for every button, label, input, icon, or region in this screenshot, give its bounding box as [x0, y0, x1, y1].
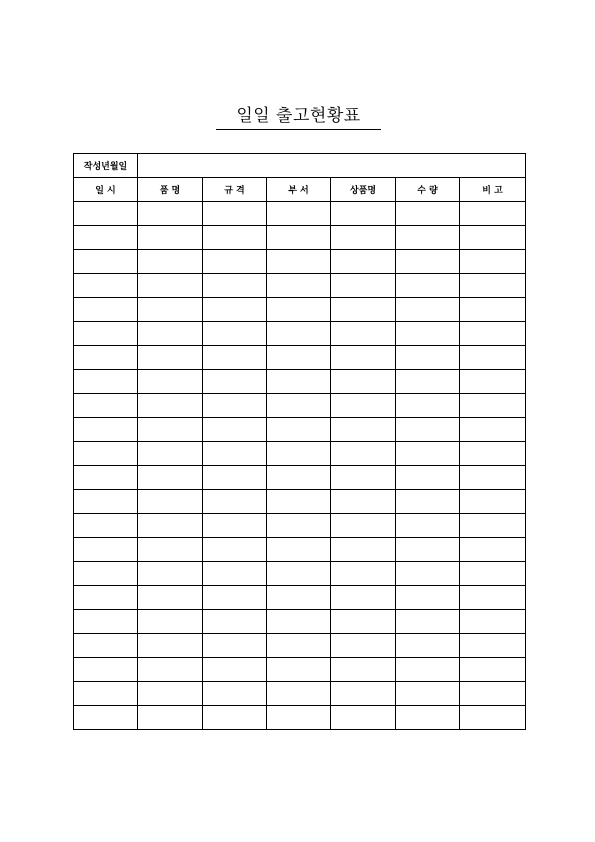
table-cell-item-name[interactable] — [138, 442, 203, 466]
table-cell-spec[interactable] — [203, 658, 267, 682]
table-row — [74, 610, 526, 634]
table-cell-remarks[interactable] — [460, 202, 526, 226]
table-cell-spec[interactable] — [203, 226, 267, 250]
table-cell-item-name[interactable] — [138, 466, 203, 490]
table-cell-datetime[interactable] — [74, 370, 138, 394]
date-label: 작성년월일 — [74, 154, 138, 178]
table-cell-item-name[interactable] — [138, 658, 203, 682]
table-cell-quantity[interactable] — [396, 250, 460, 274]
table-cell-spec[interactable] — [203, 562, 267, 586]
table-cell-quantity[interactable] — [396, 562, 460, 586]
table-cell-item-name[interactable] — [138, 490, 203, 514]
table-cell-department[interactable] — [267, 322, 331, 346]
table-cell-remarks[interactable] — [460, 226, 526, 250]
table-cell-item-name[interactable] — [138, 322, 203, 346]
column-header-department: 부 서 — [267, 178, 331, 202]
table-cell-datetime[interactable] — [74, 514, 138, 538]
table-cell-product-name[interactable] — [331, 490, 396, 514]
table-cell-product-name[interactable] — [331, 610, 396, 634]
table-cell-spec[interactable] — [203, 370, 267, 394]
table-cell-remarks[interactable] — [460, 706, 526, 730]
table-cell-spec[interactable] — [203, 298, 267, 322]
table-cell-quantity[interactable] — [396, 634, 460, 658]
table-cell-department[interactable] — [267, 274, 331, 298]
table-cell-department[interactable] — [267, 514, 331, 538]
table-cell-department[interactable] — [267, 562, 331, 586]
table-cell-spec[interactable] — [203, 442, 267, 466]
table-cell-spec[interactable] — [203, 610, 267, 634]
table-cell-quantity[interactable] — [396, 442, 460, 466]
table-cell-datetime[interactable] — [74, 466, 138, 490]
table-cell-quantity[interactable] — [396, 394, 460, 418]
table-cell-quantity[interactable] — [396, 490, 460, 514]
table-cell-product-name[interactable] — [331, 634, 396, 658]
table-cell-datetime[interactable] — [74, 538, 138, 562]
shipment-table — [73, 153, 526, 730]
table-cell-department[interactable] — [267, 682, 331, 706]
table-cell-quantity[interactable] — [396, 538, 460, 562]
table-cell-remarks[interactable] — [460, 322, 526, 346]
table-cell-item-name[interactable] — [138, 538, 203, 562]
table-row — [74, 538, 526, 562]
table-cell-department[interactable] — [267, 394, 331, 418]
table-cell-quantity[interactable] — [396, 706, 460, 730]
table-row — [74, 298, 526, 322]
table-cell-department[interactable] — [267, 658, 331, 682]
table-cell-department[interactable] — [267, 586, 331, 610]
table-cell-department[interactable] — [267, 298, 331, 322]
table-row — [74, 274, 526, 298]
table-cell-quantity[interactable] — [396, 658, 460, 682]
table-cell-item-name[interactable] — [138, 202, 203, 226]
table-cell-datetime[interactable] — [74, 610, 138, 634]
table-row — [74, 250, 526, 274]
table-row — [74, 514, 526, 538]
table-cell-product-name[interactable] — [331, 586, 396, 610]
table-cell-quantity[interactable] — [396, 682, 460, 706]
table-cell-product-name[interactable] — [331, 466, 396, 490]
table-cell-product-name[interactable] — [331, 418, 396, 442]
table-cell-datetime[interactable] — [74, 250, 138, 274]
table-cell-item-name[interactable] — [138, 418, 203, 442]
table-cell-quantity[interactable] — [396, 466, 460, 490]
table-cell-item-name[interactable] — [138, 250, 203, 274]
table-row — [74, 634, 526, 658]
table-cell-quantity[interactable] — [396, 586, 460, 610]
table-cell-remarks[interactable] — [460, 562, 526, 586]
table-cell-spec[interactable] — [203, 394, 267, 418]
table-cell-item-name[interactable] — [138, 394, 203, 418]
table-row — [74, 226, 526, 250]
table-row — [74, 658, 526, 682]
table-cell-product-name[interactable] — [331, 202, 396, 226]
table-cell-datetime[interactable] — [74, 682, 138, 706]
table-cell-product-name[interactable] — [331, 562, 396, 586]
table-cell-spec[interactable] — [203, 514, 267, 538]
table-cell-quantity[interactable] — [396, 274, 460, 298]
table-cell-product-name[interactable] — [331, 274, 396, 298]
table-cell-datetime[interactable] — [74, 634, 138, 658]
table-cell-department[interactable] — [267, 634, 331, 658]
table-cell-department[interactable] — [267, 442, 331, 466]
table-cell-item-name[interactable] — [138, 274, 203, 298]
table-cell-datetime[interactable] — [74, 394, 138, 418]
table-row — [74, 562, 526, 586]
table-cell-item-name[interactable] — [138, 682, 203, 706]
table-cell-item-name[interactable] — [138, 298, 203, 322]
table-cell-item-name[interactable] — [138, 226, 203, 250]
table-cell-datetime[interactable] — [74, 442, 138, 466]
table-cell-remarks[interactable] — [460, 394, 526, 418]
column-header-remarks: 비 고 — [460, 178, 526, 202]
table-cell-datetime[interactable] — [74, 322, 138, 346]
table-cell-datetime[interactable] — [74, 298, 138, 322]
table-cell-remarks[interactable] — [460, 274, 526, 298]
table-cell-remarks[interactable] — [460, 418, 526, 442]
table-cell-spec[interactable] — [203, 250, 267, 274]
table-cell-datetime[interactable] — [74, 658, 138, 682]
table-cell-datetime[interactable] — [74, 346, 138, 370]
table-row — [74, 682, 526, 706]
table-row — [74, 322, 526, 346]
table-cell-quantity[interactable] — [396, 418, 460, 442]
table-cell-datetime[interactable] — [74, 490, 138, 514]
table-cell-datetime[interactable] — [74, 706, 138, 730]
table-cell-quantity[interactable] — [396, 298, 460, 322]
table-cell-quantity[interactable] — [396, 202, 460, 226]
table-cell-datetime[interactable] — [74, 562, 138, 586]
table-cell-datetime[interactable] — [74, 586, 138, 610]
table-cell-datetime[interactable] — [74, 418, 138, 442]
table-cell-spec[interactable] — [203, 586, 267, 610]
table-cell-department[interactable] — [267, 466, 331, 490]
table-row — [74, 442, 526, 466]
table-cell-remarks[interactable] — [460, 466, 526, 490]
table-cell-spec[interactable] — [203, 538, 267, 562]
table-cell-spec[interactable] — [203, 706, 267, 730]
table-row — [74, 490, 526, 514]
table-row — [74, 466, 526, 490]
table-cell-item-name[interactable] — [138, 634, 203, 658]
table-row — [74, 586, 526, 610]
table-cell-item-name[interactable] — [138, 514, 203, 538]
table-cell-quantity[interactable] — [396, 514, 460, 538]
table-cell-remarks[interactable] — [460, 634, 526, 658]
table-cell-spec[interactable] — [203, 418, 267, 442]
table-cell-product-name[interactable] — [331, 682, 396, 706]
table-cell-product-name[interactable] — [331, 226, 396, 250]
table-cell-department[interactable] — [267, 538, 331, 562]
meta-row — [74, 154, 526, 178]
table-row — [74, 706, 526, 730]
table-cell-department[interactable] — [267, 346, 331, 370]
table-cell-spec[interactable] — [203, 274, 267, 298]
table-cell-product-name[interactable] — [331, 322, 396, 346]
table-cell-item-name[interactable] — [138, 562, 203, 586]
table-cell-department[interactable] — [267, 706, 331, 730]
column-header-product-name: 상품명 — [331, 178, 396, 202]
table-cell-department[interactable] — [267, 490, 331, 514]
table-cell-quantity[interactable] — [396, 226, 460, 250]
table-cell-spec[interactable] — [203, 322, 267, 346]
table-cell-item-name[interactable] — [138, 586, 203, 610]
table-cell-product-name[interactable] — [331, 514, 396, 538]
table-cell-quantity[interactable] — [396, 370, 460, 394]
table-cell-remarks[interactable] — [460, 370, 526, 394]
table-cell-remarks[interactable] — [460, 658, 526, 682]
table-cell-quantity[interactable] — [396, 322, 460, 346]
table-row — [74, 418, 526, 442]
table-cell-product-name[interactable] — [331, 538, 396, 562]
table-cell-item-name[interactable] — [138, 706, 203, 730]
column-header-quantity: 수 량 — [396, 178, 460, 202]
table-cell-remarks[interactable] — [460, 346, 526, 370]
table-cell-spec[interactable] — [203, 634, 267, 658]
table-cell-product-name[interactable] — [331, 250, 396, 274]
table-cell-remarks[interactable] — [460, 682, 526, 706]
table-cell-remarks[interactable] — [460, 514, 526, 538]
header-row — [74, 178, 526, 202]
table-row — [74, 370, 526, 394]
table-cell-remarks[interactable] — [460, 442, 526, 466]
table-cell-spec[interactable] — [203, 682, 267, 706]
table-cell-product-name[interactable] — [331, 346, 396, 370]
table-cell-department[interactable] — [267, 226, 331, 250]
column-header-datetime: 일 시 — [74, 178, 138, 202]
table-cell-product-name[interactable] — [331, 442, 396, 466]
table-cell-spec[interactable] — [203, 490, 267, 514]
table-cell-item-name[interactable] — [138, 610, 203, 634]
table-cell-department[interactable] — [267, 418, 331, 442]
table-cell-datetime[interactable] — [74, 226, 138, 250]
table-row — [74, 394, 526, 418]
table-cell-remarks[interactable] — [460, 586, 526, 610]
table-cell-product-name[interactable] — [331, 394, 396, 418]
table-cell-department[interactable] — [267, 202, 331, 226]
table-cell-product-name[interactable] — [331, 370, 396, 394]
table-cell-item-name[interactable] — [138, 346, 203, 370]
column-header-spec: 규 격 — [203, 178, 267, 202]
table-row — [74, 202, 526, 226]
table-cell-datetime[interactable] — [74, 202, 138, 226]
table-cell-remarks[interactable] — [460, 490, 526, 514]
table-cell-quantity[interactable] — [396, 610, 460, 634]
table-cell-department[interactable] — [267, 370, 331, 394]
table-cell-product-name[interactable] — [331, 706, 396, 730]
table-cell-remarks[interactable] — [460, 610, 526, 634]
table-cell-department[interactable] — [267, 250, 331, 274]
column-header-item-name: 품 명 — [138, 178, 203, 202]
table-cell-quantity[interactable] — [396, 346, 460, 370]
table-cell-item-name[interactable] — [138, 370, 203, 394]
table-cell-spec[interactable] — [203, 466, 267, 490]
table-cell-datetime[interactable] — [74, 274, 138, 298]
table-cell-remarks[interactable] — [460, 538, 526, 562]
table-cell-product-name[interactable] — [331, 298, 396, 322]
table-cell-department[interactable] — [267, 610, 331, 634]
table-cell-remarks[interactable] — [460, 250, 526, 274]
document-title: 일일 출고현황표 — [216, 103, 381, 130]
date-field[interactable] — [138, 154, 526, 178]
table-cell-remarks[interactable] — [460, 298, 526, 322]
table-cell-spec[interactable] — [203, 346, 267, 370]
table-body — [74, 202, 526, 730]
table-row — [74, 346, 526, 370]
table-cell-product-name[interactable] — [331, 658, 396, 682]
table-cell-spec[interactable] — [203, 202, 267, 226]
